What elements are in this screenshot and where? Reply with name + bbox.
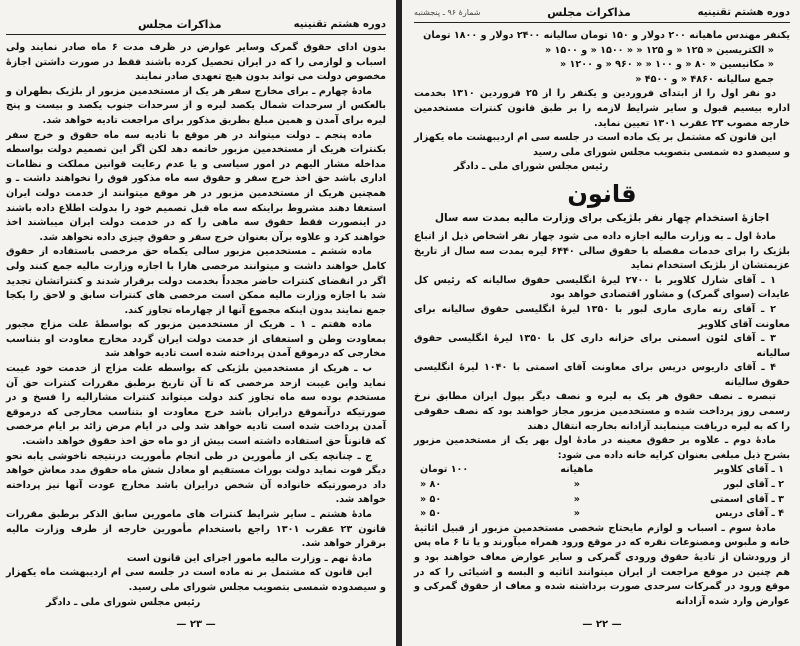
right-page	[402, 0, 800, 646]
salary-line: یکنفر مهندس ماهیانه ۲۰۰ دولار و ۱۵۰ تومان سالیانه ۲۴۰۰ دولار و ۱۸۰۰ تومان	[423, 30, 790, 41]
page-header	[414, 6, 790, 23]
salary-line: « الکتریسین « ۱۲۵ « و ۱۲۵ « « ۱۵۰۰ « و ۱۵۰۰ «	[544, 44, 774, 56]
salary-line: « مکانیسین « ۸۰ « و ۱۰۰ « « ۹۶۰ « و ۱۲۰۰ «	[559, 59, 774, 71]
journal-title: مذاکرات مجلس	[138, 18, 222, 31]
journal-title: مذاکرات مجلس	[547, 6, 631, 19]
table-row	[414, 478, 790, 493]
law-title: قانون	[567, 179, 637, 208]
table-row	[414, 507, 790, 522]
rent-name: ۲ ـ آقای لبور	[723, 479, 784, 491]
article-3: مادهٔ سوم ـ اسباب و لوازم مایحتاج شخصی مستخدمین مزبور از قبیل اثاثیهٔ خانه و ملبوس ومصنوعات نقره که در موقع ورود همراه میآورند و یا تا ۶ ماه پس از ورودشان از تادیهٔ حقوق ورودی گمرکی و سایر عوارض معاف خواهند بود و هم چنین در موقع مراجعت از ایران میتوانند اثاثیه و البسه و اشیائی را که در موقع ورود در گمرکات سرحدی صورت برداشته شده و معاف از حقوق گمرکی و عوارض وارد شده آزادانه	[414, 522, 790, 607]
paragraph: دو نفر اول را از ابتدای فروردین و یکنفر را از ۲۵ فروردین ۱۳۱۰ بخدمت اداره بیسیم قبول و سایر شرایط لازمه را بر طبق قانون کنترات مستخدمین خارجه مصوب ۲۳ عقرب ۱۳۰۱ تعیین نماید.	[414, 88, 790, 129]
rent-name: ۳ ـ آقای اسمتی	[710, 493, 784, 505]
rent-period: «	[573, 493, 580, 505]
issue-label: شمارهٔ ۹۶ ـ پنجشنبه	[414, 8, 481, 17]
session-label: دوره هشتم تقنینیه	[293, 19, 386, 30]
left-page	[0, 0, 396, 646]
article-7: ماده هفتم ـ ۱ ـ هریک از مستخدمین مزبور که بواسطهٔ علت مزاج مجبور بمعاودت وطن و استعفای از خدمت دولت ایران گردد مخارج معاودت او بتناسب مخارجی که درموقع آمدن پرداخته شده است تادیه خواهد شد	[6, 319, 386, 360]
page-number: — ۲۲ —	[582, 619, 622, 631]
article-1-item: ۳ ـ آقای لئون اسمتی برای خزانه داری کل با ۱۳۵۰ لیرهٔ انگلیسی حقوق سالیانه	[414, 333, 790, 359]
salary-total: جمع سالیانه ۴۸۶۰ « و ۴۵۰۰ «	[635, 73, 774, 85]
law-subtitle: اجازهٔ استخدام چهار نفر بلژیکی برای وزارت مالیه بمدت سه سال	[434, 211, 770, 224]
rent-table	[414, 463, 790, 521]
page-header	[6, 18, 386, 35]
note: تبصره ـ نصف حقوق هر یک به لیره و نصف دیگر بپول ایران مطابق نرخ رسمی روز پرداخت شده و مستخدمین مزبور مجاز خواهند بود که نصف حقوقی را که به لیره دریافت مینمایند آزادانه بخارجه انتقال دهند	[414, 391, 790, 432]
closing-paragraph: این قانون که مشتمل بر نه ماده است در جلسه سی ام اردیبهشت ماه یکهزار و سیصدوده شمسی بتصویب مجلس شورای ملی رسید.	[6, 567, 386, 593]
rent-period: «	[573, 508, 580, 520]
article-1-item: ۱ ـ آقای شارل کلاویر با ۲۷۰۰ لیرهٔ انگلیسی حقوق سالیانه که رئیس کل عایدات (سوای گمرک) و مشاور اقتصادی خواهد بود	[414, 274, 790, 301]
salary-list	[414, 29, 790, 87]
article-1: مادهٔ اول ـ به وزارت مالیه اجازه داده می شود چهار نفر اشخاص ذیل از اتباع بلژیک را برای خدمات مفصله با حقوق سالی ۶۴۴۰ لیره بمدت سه سال از تاریخ عزیمتشان از بلژیک استخدام نماید	[414, 230, 791, 272]
table-row	[414, 493, 790, 508]
rent-period: ماهیانه	[560, 464, 594, 476]
article-4: مادهٔ چهارم ـ برای مخارج سفر هر یک از مستخدمین مزبور از بلژیک بطهران و بالعکس از سرحدات شمال یکصد لیره و از سرحدات جنوب یکصد و بیست و پنج لیره برای آمدن و همین مبلغ بطریق مذکور برای مراجعت تادیه خواهد شد.	[6, 85, 386, 126]
article-2: مادهٔ دوم ـ علاوه بر حقوق معینه در مادهٔ اول بهر یک از مستخدمین مزبور بشرح ذیل مبلغی بعنوان کرایه خانه داده می شود:	[414, 435, 790, 461]
rent-amount: ۵۰ «	[420, 493, 442, 505]
rent-amount: ۱۰۰ تومان	[420, 464, 469, 476]
article-7-c: ج ـ چنانچه یکی از مأمورین در طی انجام مأموریت درنتیجه ناخوشی یابه نحو دیگر فوت نماید دولت بوراث مستقیم او معادل شش ماه حقوق مدد معاش خواهد داد درصورتیکه خانواده آن شخص درایران باشد مخارج عودت آنها نیز پرداخته خواهد شد.	[6, 450, 386, 506]
signature	[6, 596, 386, 611]
signature-text: رئیس مجلس شورای ملی ـ دادگر	[46, 596, 201, 608]
rent-name: ۱ ـ آقای کلاویر	[714, 464, 784, 476]
table-row	[414, 463, 790, 478]
session-label: دوره هشتم تقنینیه	[697, 7, 790, 18]
paragraph: این قانون که مشتمل بر یک ماده است در جلسه سی ام اردیبهشت ماه یکهزار و سیصدو ده شمسی بتصویب مجلس شورای ملی رسید	[414, 132, 790, 158]
article-5: ماده پنجم ـ دولت میتواند در هر موقع با تادیه سه ماه حقوق و خرج سفر بکنترات هریک از مستخدمین مزبور خاتمه دهد لکن اگر این تصمیم دولت بواسطه مداخله مشار الیهم در امور سیاسی و یا عدم رعایت قوانین مملکت و نظامات اداری باشد حق اخذ خرج سفر و حقوق سه ماه مذکور فوق را نخواهند داشت ـ و همچنین هریک از مستخدمین مزبور در هر موقع میتوانند از خدمت دولت ایران استعفا دهند مشروط براینکه سه ماه قبل تصمیم خود را بدولت اطلاع داده باشند در اینصورت فقط حقوق سه ماهی را که در خدمت دولت ایران میباشند اخذ خواهند کرد و علاوه برآن بعنوان خرج سفر و حقوق چیزی داده نخواهد شد.	[6, 129, 386, 243]
article-1-item: ۲ ـ آقای رنه ماری ماری لبور با ۱۳۵۰ لیرهٔ انگلیسی حقوق سالیانه برای معاونت آقای کلاویر	[414, 303, 790, 330]
article-6: ماده ششم ـ مستخدمین مزبور سالی یکماه حق مرخصی باستفاده از حقوق کامل خواهند داشت و میتوانند مرخصی هارا با اجازه وزارت مالیه جمع کنند ولی اگر در انقضای کنترات حاضر مجدداً بخدمت دولت برقرار شدند و کنتراتشان تجدید شد با اجازه وزارت مالیه ممکن است مرخصی های کنترات سابق و لاحق را یکجا جمع نمایند بدون اینکه مجموع آنها از چهارماه تجاوز کند.	[6, 246, 386, 316]
rent-period: «	[573, 479, 580, 491]
article-9: مادهٔ نهم ـ وزارت مالیه مامور اجرای این قانون است	[126, 552, 372, 564]
page-number: — ۲۳ —	[176, 619, 216, 631]
article-8: مادهٔ هشتم ـ سایر شرایط کنترات های مامورین سابق الذکر برطبق مقررات قانون ۲۳ عقرب ۱۳۰۱ راجع باستخدام مأمورین خارجه از طرف وزارت مالیه برقرار خواهد شد.	[6, 509, 386, 550]
rent-name: ۴ ـ آقای دریس	[715, 508, 784, 520]
article-1-item: ۴ ـ آقای داریوس دریس برای معاونت آقای اسمتی با ۱۰۴۰ لیرهٔ انگلیسی حقوق سالیانه	[414, 362, 790, 388]
signature-text: رئیس مجلس شورای ملی ـ دادگر	[454, 161, 609, 173]
rent-amount: ۵۰ «	[420, 508, 442, 520]
rent-amount: ۸۰ «	[420, 479, 442, 491]
article-7-b: ب ـ هریک از مستخدمین بلژیکی که بواسطه علت مزاج از خدمت خود غیبت نماید واین غیبت ازحد مرخصی که تا آن تاریخ برطبق مقررات کنترات حق آن مستخدم بوده سه ماه تجاوز کند دولت میتواند کنترات مشارالیه را فسخ و در صورتیکه درآنموقع درایران باشد خرج معاودت او بتناسب مخارجی که درموقع آمدن پرداخت شده است تادیه خواهد شد ولی در ایام مرض زائد بر ایام مرخصی که قانوناً حق استفاده داشته است بیش از دو ماه حق اخذ حقوق خواهد داشت.	[6, 363, 386, 448]
paragraph: بدون ادای حقوق گمرک وسایر عوارض در ظرف مدت ۶ ماه صادر نمایند ولی اسباب و لوازمی را که در ایران تحصیل کرده باشند فقط در صورت داشتن اجازهٔ مخصوص دولت می تواند بدون هیچ تعهدی صادر نمایند	[6, 42, 386, 83]
signature	[414, 160, 790, 175]
